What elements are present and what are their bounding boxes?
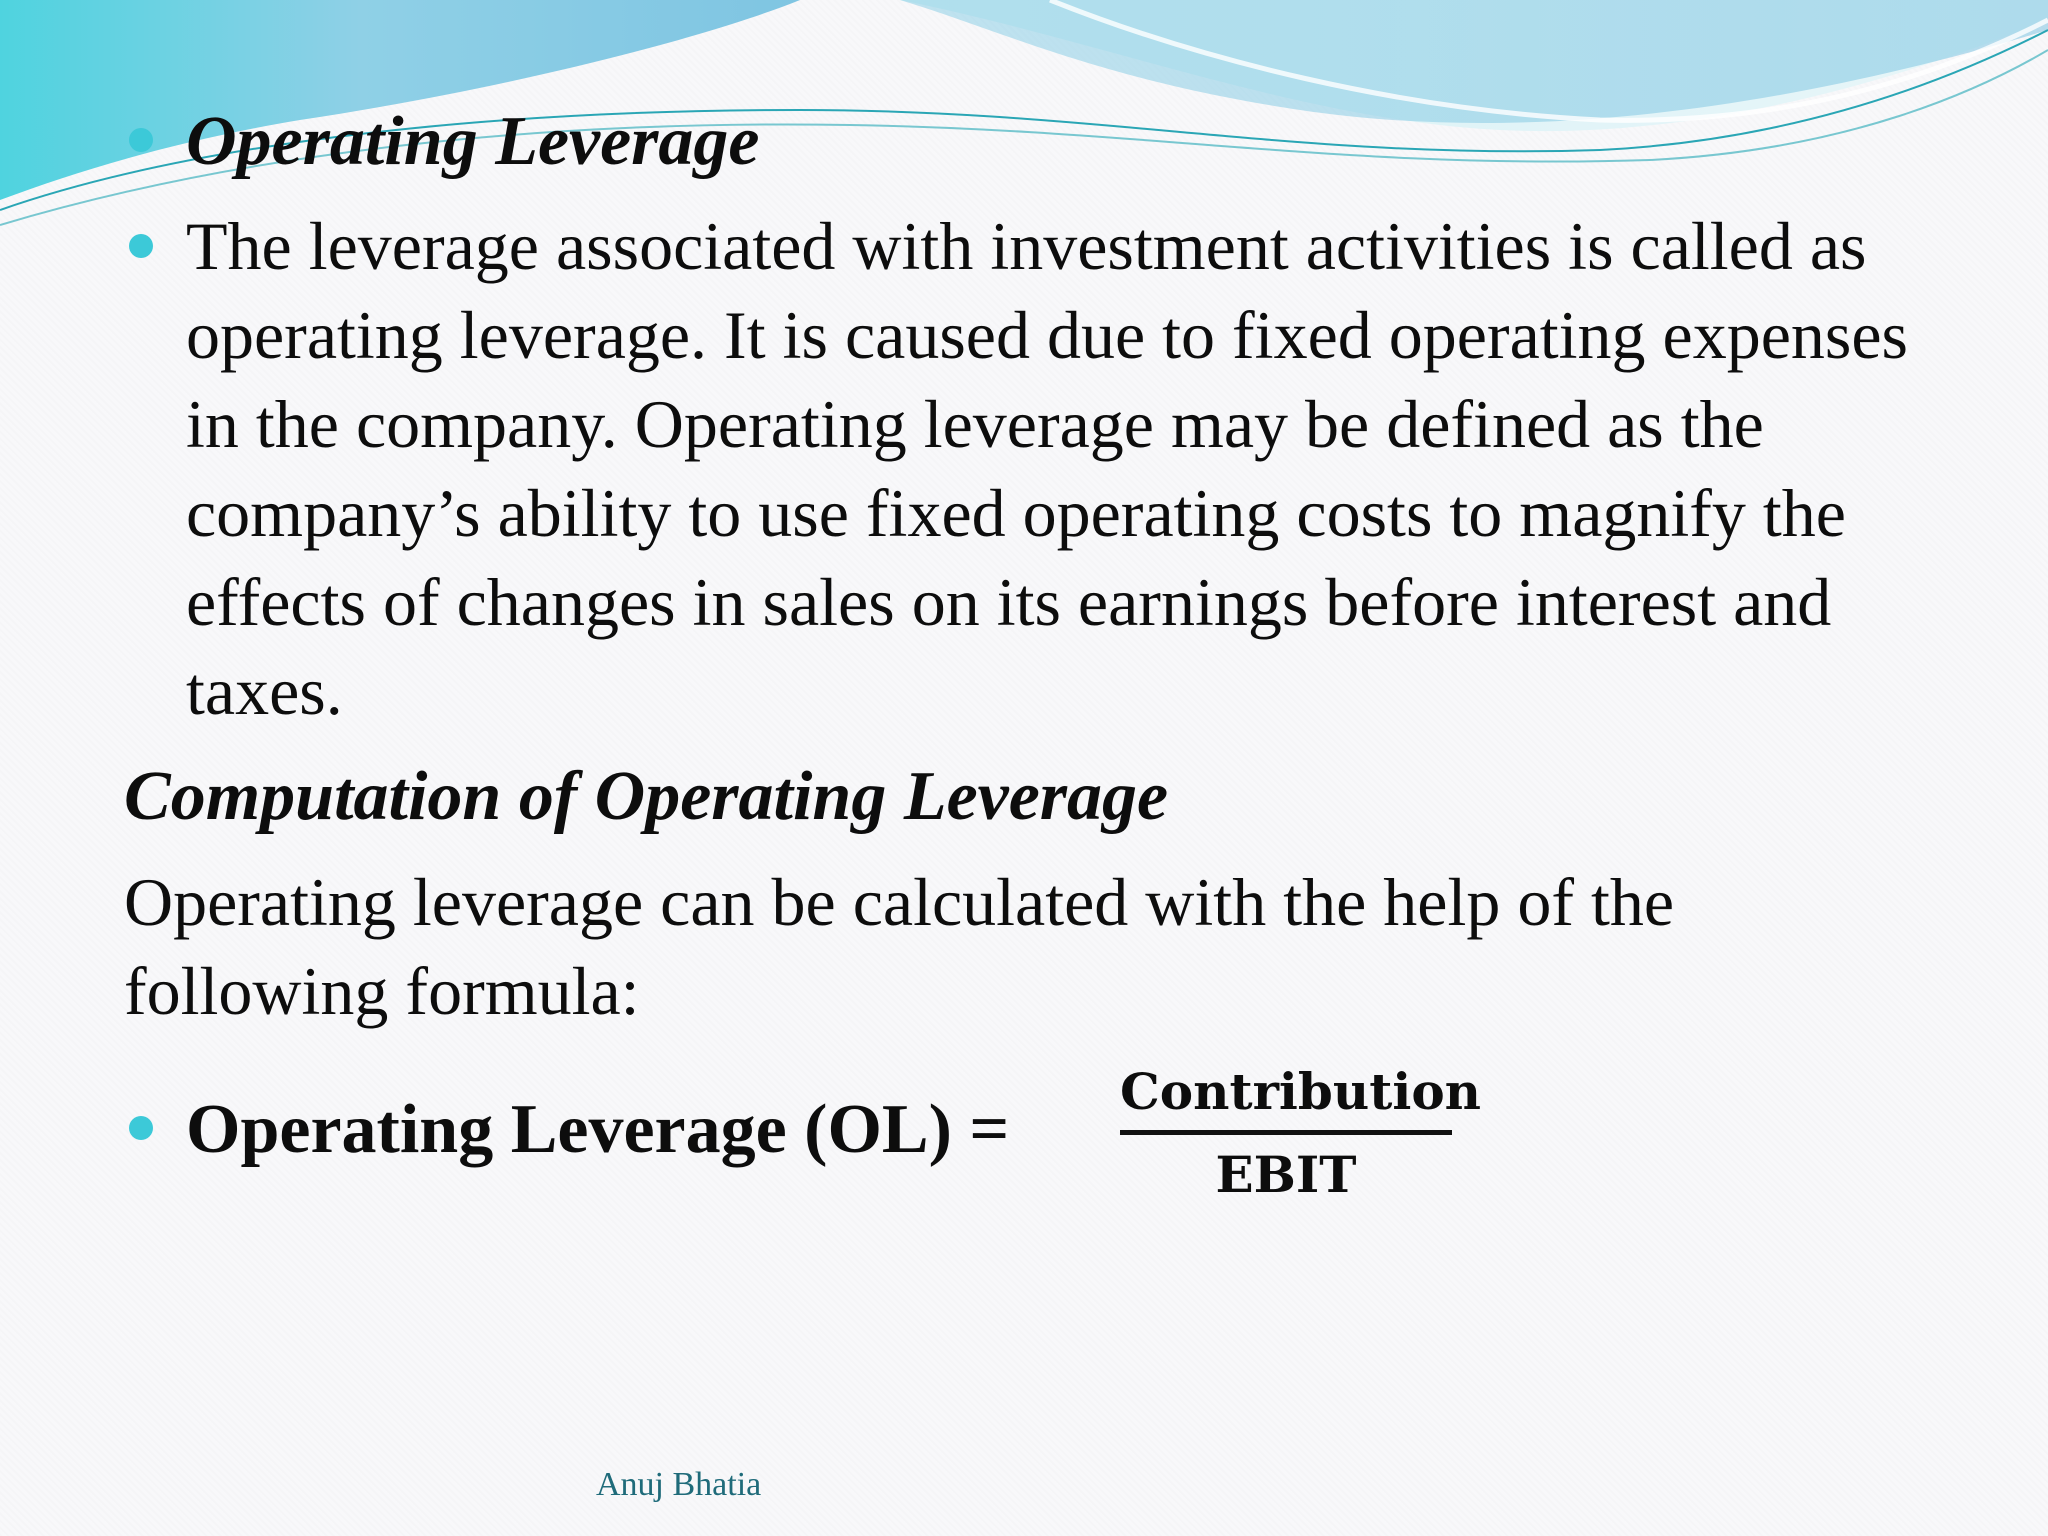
footer-author: Anuj Bhatia (596, 1466, 762, 1503)
bullet-heading-operating-leverage: Operating Leverage (186, 103, 760, 180)
formula-label: Operating Leverage (OL) = (186, 1091, 1010, 1168)
subheading-computation: Computation of Operating Leverage (124, 758, 1169, 835)
formula-numerator: Contribution (1120, 1062, 1482, 1121)
intro-paragraph: Operating leverage can be calculated with the help of the following formula: (124, 864, 1675, 1029)
formula-fraction (1120, 1060, 1482, 1207)
bullet-marker-2 (129, 234, 153, 258)
bullet-marker-3 (129, 1116, 153, 1140)
fraction-bar (1120, 1130, 1452, 1135)
formula-denominator: EBIT (1215, 1145, 1357, 1204)
bullet-marker-1 (129, 128, 153, 152)
bullet-definition-paragraph: The leverage associated with investment activities is called as operating leverage. It is caused due to fixed operating expenses in the company. Operating leverage may be defined as the company’s ability to use fixed operating costs to magnify the effects of changes in sales on its earnings before interest and taxes. (186, 208, 1909, 729)
